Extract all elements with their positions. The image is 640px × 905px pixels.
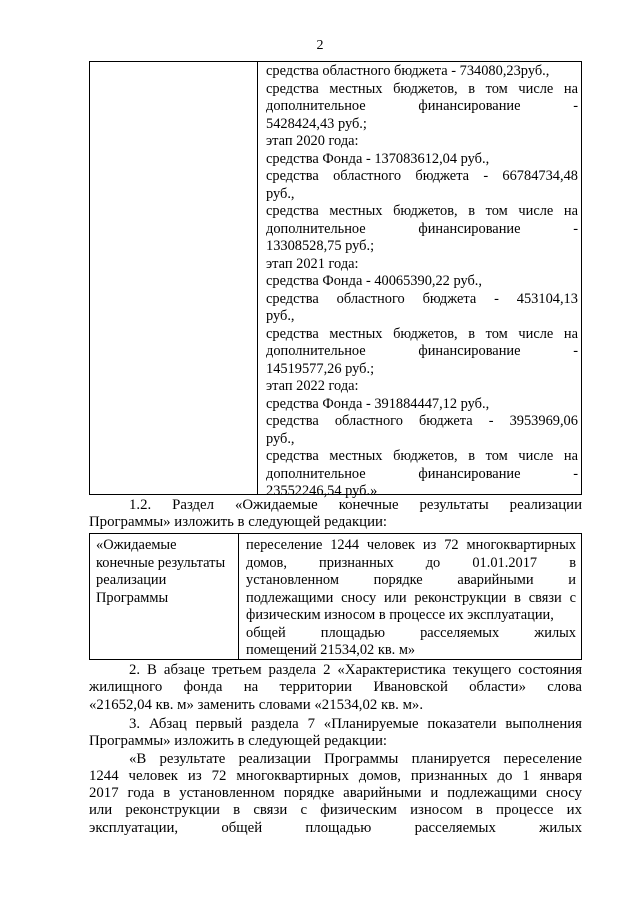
word: 66784734,48 — [502, 168, 578, 184]
word: финансирование — [418, 220, 521, 237]
text-line: 2. В абзаце третьем раздела 2 «Характеристика текущего состояния — [129, 662, 582, 678]
word: результаты — [419, 497, 489, 513]
word: дополнительное — [266, 98, 366, 114]
word: общей — [246, 624, 286, 641]
text-line: средства местных бюджетов, в том числе на — [266, 203, 578, 219]
text-line: конечные результаты — [96, 554, 226, 571]
paragraph-2 — [89, 662, 582, 714]
word: фонда — [183, 679, 223, 696]
text-line: «Ожидаемые — [96, 537, 177, 553]
word: площадью — [320, 624, 385, 641]
text-line: руб., — [266, 430, 295, 447]
text-line: 3. Абзац первый раздела 7 «Планируемые показатели выполнения — [129, 716, 582, 732]
word: - — [483, 168, 489, 184]
word: расселяемых — [420, 624, 500, 641]
word: признанных — [319, 554, 394, 571]
word: - — [488, 413, 494, 429]
word: эксплуатации, — [89, 819, 179, 836]
word: общей — [221, 819, 263, 836]
results-label-cell — [96, 537, 236, 607]
word: площадью — [305, 819, 372, 836]
word: расселяемых — [414, 819, 496, 836]
word: и — [568, 572, 576, 588]
word: областного — [333, 168, 402, 184]
word: бюджета — [418, 413, 473, 429]
word: средства — [266, 290, 319, 307]
text-line: 13308528,75 руб.; — [266, 238, 375, 254]
text-line — [266, 466, 578, 484]
text-line: этап 2020 года: — [266, 133, 359, 149]
word: 01.01.2017 — [472, 554, 538, 571]
word: средства — [266, 168, 319, 184]
text-line — [266, 343, 578, 361]
word: дополнительное — [266, 465, 366, 482]
word: - — [573, 98, 578, 114]
word: областного — [336, 290, 405, 307]
word: средства — [266, 413, 319, 429]
page-number: 2 — [316, 38, 324, 53]
word: - — [573, 343, 578, 359]
word: территории — [279, 679, 353, 696]
text-line: 23552246,54 руб.» — [266, 483, 378, 499]
paragraph-3 — [89, 716, 582, 837]
text-line: руб., — [266, 185, 295, 202]
word: аварийными — [457, 572, 534, 588]
text-line: подлежащими сносу или реконструкции в связи с — [246, 589, 576, 606]
text-line: 2017 года в установленном порядке аварийными и подлежащими сносу — [89, 785, 582, 802]
word: - — [573, 220, 578, 237]
text-line — [266, 98, 578, 116]
text-line: переселение 1244 человек из 72 многоквартирных — [246, 537, 576, 553]
text-line — [266, 413, 578, 431]
results-value-cell — [246, 537, 576, 660]
word: - — [573, 465, 578, 482]
text-line: Программы» изложить в следующей редакции: — [89, 514, 388, 531]
text-line — [89, 679, 582, 696]
word: дополнительное — [266, 220, 366, 237]
word: финансирование — [418, 465, 521, 482]
text-line: «21652,04 кв. м» заменить словами «21534,02 кв. м». — [89, 696, 424, 713]
text-line: физическим износом в процессе их эксплуатации, — [246, 607, 554, 623]
text-line — [246, 572, 576, 590]
word: реализации — [509, 497, 582, 513]
text-line: 5428424,43 руб.; — [266, 115, 367, 132]
text-line: или реконструкции в связи с физическим износом в процессе их — [89, 802, 582, 819]
text-line — [246, 625, 576, 643]
results-table — [89, 533, 582, 660]
word: до — [425, 554, 441, 571]
text-line — [266, 168, 578, 186]
text-line: этап 2021 года: — [266, 255, 359, 272]
word: конечные — [338, 497, 399, 513]
word: - — [494, 290, 499, 307]
word: Раздел — [172, 497, 215, 513]
text-line: средства Фонда - 40065390,22 руб., — [266, 273, 483, 289]
word: 3953969,06 — [509, 413, 578, 429]
word: бюджета — [415, 168, 470, 184]
word: «Ожидаемые — [234, 497, 318, 513]
word: порядке — [373, 572, 423, 588]
word: жилищного — [89, 679, 163, 696]
text-line: 14519577,26 руб.; — [266, 360, 375, 377]
word: домов, — [246, 554, 287, 571]
word: 453104,13 — [516, 290, 578, 307]
word: области» — [469, 679, 526, 696]
table-column-divider — [257, 62, 258, 494]
text-line: «В результате реализации Программы планируется переселение — [129, 750, 582, 767]
text-line: Программы — [96, 589, 169, 606]
word: слова — [547, 679, 582, 696]
word: жилых — [534, 624, 576, 641]
word: дополнительное — [266, 343, 366, 359]
word: на — [243, 679, 259, 696]
text-line: средства местных бюджетов, в том числе на — [266, 325, 578, 342]
text-line: средства местных бюджетов, в том числе на — [266, 80, 578, 97]
text-line: средства местных бюджетов, в том числе на — [266, 448, 578, 464]
word: в — [569, 554, 576, 571]
text-line: 1244 человек из 72 многоквартирных домов, признанных до 1 января — [89, 767, 582, 784]
paragraph-1-2 — [89, 497, 582, 532]
text-line — [89, 497, 582, 514]
text-line: реализации — [96, 572, 167, 588]
word: 1.2. — [129, 497, 152, 513]
text-line: средства Фонда - 391884447,12 руб., — [266, 395, 490, 412]
word: бюджета — [422, 290, 477, 307]
funding-table — [89, 61, 582, 499]
text-line: руб., — [266, 308, 295, 324]
word: финансирование — [418, 343, 521, 359]
text-line: средства областного бюджета - 734080,23руб., — [266, 63, 550, 79]
text-line — [266, 221, 578, 239]
table-column-divider — [238, 534, 239, 659]
text-line — [246, 555, 576, 573]
funding-cell — [266, 63, 578, 501]
word: жилых — [539, 819, 582, 836]
word: установленном — [246, 572, 339, 588]
text-line: этап 2022 года: — [266, 378, 359, 394]
word: областного — [334, 413, 403, 429]
text-line: средства Фонда - 137083612,04 руб., — [266, 150, 490, 167]
text-line: Программы» изложить в следующей редакции: — [89, 733, 388, 750]
word: Ивановской — [373, 679, 448, 696]
text-line: помещений 21534,02 кв. м» — [246, 642, 416, 658]
text-line — [266, 291, 578, 309]
text-line — [89, 820, 582, 837]
word: финансирование — [418, 98, 521, 114]
